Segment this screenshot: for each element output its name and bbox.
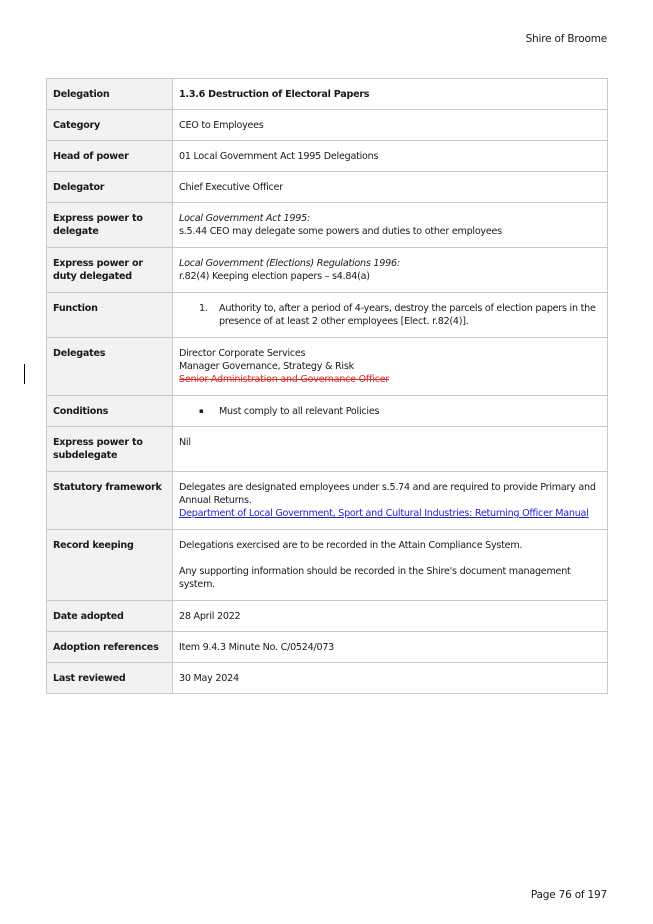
row-label: Delegates: [47, 338, 173, 396]
last-reviewed-value: 30 May 2024: [173, 663, 608, 694]
row-function: [47, 293, 608, 338]
row-label: Express power or duty delegated: [47, 248, 173, 293]
statutory-framework-value: [173, 472, 608, 530]
page-number: Page 76 of 197: [530, 889, 607, 901]
delegate-item-struck: Senior Administration and Governance Officer: [179, 374, 389, 385]
revision-change-bar: [24, 364, 25, 384]
adoption-references-value: Item 9.4.3 Minute No. C/0524/073: [173, 632, 608, 663]
list-number: 1.: [199, 303, 208, 314]
condition-list-item: [179, 405, 601, 418]
record-keeping-para: Any supporting information should be recorded in the Shire's document management system.: [179, 566, 571, 590]
row-label: Date adopted: [47, 601, 173, 632]
row-label: Function: [47, 293, 173, 338]
returning-officer-manual-link[interactable]: Department of Local Government, Sport and Cultural Industries: Returning Officer Manual: [179, 508, 589, 519]
row-head-of-power: [47, 141, 608, 172]
statutory-text: Delegates are designated employees under s.5.74 and are required to provide Primary and Annual Returns.: [179, 482, 596, 506]
row-label: Category: [47, 110, 173, 141]
act-name: Local Government Act 1995:: [179, 213, 310, 224]
row-label: Last reviewed: [47, 663, 173, 694]
row-label: Conditions: [47, 396, 173, 427]
row-date-adopted: [47, 601, 608, 632]
row-label: Statutory framework: [47, 472, 173, 530]
row-conditions: [47, 396, 608, 427]
head-of-power-value: 01 Local Government Act 1995 Delegations: [173, 141, 608, 172]
row-label: Express power to delegate: [47, 203, 173, 248]
row-category: [47, 110, 608, 141]
row-label: Record keeping: [47, 530, 173, 601]
regulation-name: Local Government (Elections) Regulations 1996:: [179, 258, 400, 269]
paragraph-spacer: [179, 552, 601, 565]
row-record-keeping: [47, 530, 608, 601]
express-power-duty-value: [173, 248, 608, 293]
conditions-value: [173, 396, 608, 427]
delegates-value: [173, 338, 608, 396]
delegate-item: Director Corporate Services: [179, 348, 306, 359]
row-label: Adoption references: [47, 632, 173, 663]
function-list-item: [179, 302, 601, 328]
delegation-table: [46, 78, 608, 694]
row-delegates: [47, 338, 608, 396]
category-value: CEO to Employees: [173, 110, 608, 141]
delegate-item: Manager Governance, Strategy & Risk: [179, 361, 354, 372]
row-label: Express power to subdelegate: [47, 427, 173, 472]
row-delegator: [47, 172, 608, 203]
row-adoption-references: [47, 632, 608, 663]
page-header-org: Shire of Broome: [525, 33, 607, 45]
section-text: s.5.44 CEO may delegate some powers and duties to other employees: [179, 226, 502, 237]
record-keeping-value: [173, 530, 608, 601]
function-value: [173, 293, 608, 338]
function-text: Authority to, after a period of 4-years, destroy the parcels of election papers in the presence of at least 2 other employees [Elect. r.82(4)].: [219, 303, 596, 327]
condition-text: Must comply to all relevant Policies: [219, 406, 380, 417]
row-express-power-delegate: [47, 203, 608, 248]
record-keeping-para: Delegations exercised are to be recorded in the Attain Compliance System.: [179, 540, 523, 551]
row-last-reviewed: [47, 663, 608, 694]
subdelegate-value: Nil: [173, 427, 608, 472]
express-power-delegate-value: [173, 203, 608, 248]
delegation-title: 1.3.6 Destruction of Electoral Papers: [173, 79, 608, 110]
row-delegation: [47, 79, 608, 110]
row-statutory-framework: [47, 472, 608, 530]
bullet-icon: ▪: [199, 407, 204, 415]
date-adopted-value: 28 April 2022: [173, 601, 608, 632]
regulation-text: r.82(4) Keeping election papers – s4.84(a): [179, 271, 370, 282]
row-label: Delegation: [47, 79, 173, 110]
row-label: Head of power: [47, 141, 173, 172]
row-express-power-subdelegate: [47, 427, 608, 472]
row-label: Delegator: [47, 172, 173, 203]
delegator-value: Chief Executive Officer: [173, 172, 608, 203]
row-express-power-duty-delegated: [47, 248, 608, 293]
